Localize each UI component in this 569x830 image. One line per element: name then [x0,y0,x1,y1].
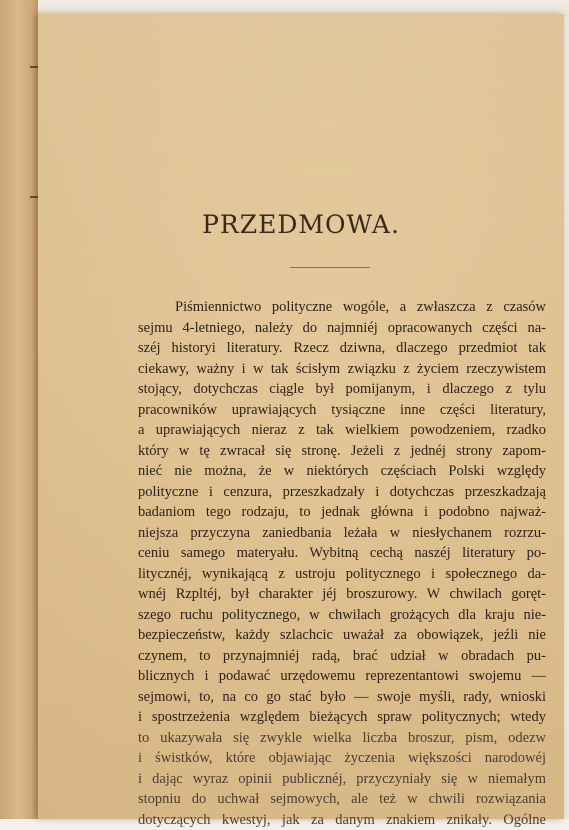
text-line: polityczne i cenzura, przeszkadzały i dotychczas przeszkadzają [138,482,546,503]
text-line: niejsza przyczyna zaniedbania leżała w niesłychanem rozrzu- [138,523,546,544]
text-line: stojący, dotychczas ciągle był pomijanym, i dlaczego z tylu [138,379,546,400]
title-divider [290,267,370,268]
page-title: PRZEDMOWA. [38,210,564,239]
text-line: sejmowi, to, na co go stać było — swoje myśli, rady, wnioski [138,687,546,708]
text-line: stopniu do uchwał sejmowych, ale też w chwili rozwiązania [138,789,546,810]
text-line: bezpieczeństw, każdy szlachcic uważał za obowiązek, jeźli nie [138,625,546,646]
text-line: ciekawy, ważny i w tak ścisłym związku z życiem rzeczywistem [138,359,546,380]
text-line: czynem, to przynajmniéj radą, brać udział w obradach pu- [138,646,546,667]
text-line: który w tę zwracał się stronę. Jeżeli z jednéj strony zapom- [138,441,546,462]
text-line: nieć nie można, że w niektórych częściach Polski względy [138,461,546,482]
text-line: pracowników uprawiających tysiączne inne części literatury, [138,400,546,421]
text-line: badaniom tego rodzaju, to jednak główna i podobno najważ- [138,502,546,523]
text-line: blicznych i podawać urzędowemu reprezentantowi swojemu — [138,666,546,687]
text-line: i świstków, które objawiając życzenia większości narodowéj [138,748,546,769]
text-line: Piśmiennictwo polityczne wogóle, a zwłaszcza z czasów [138,297,546,318]
text-line: szego ruchu politycznego, w chwilach grożących dla kraju nie- [138,605,546,626]
text-line: litycznéj, wynikającą z ustroju politycznego i społecznego da- [138,564,546,585]
text-line: i dając wyraz opinii publicznéj, przyczyniały się w niemałym [138,769,546,790]
text-line: ceniu samego materyału. Wybitną cechą naszéj literatury po- [138,543,546,564]
binding-strip [0,0,40,819]
text-line: i spostrzeżenia względem bieżących spraw politycznych; wtedy [138,707,546,728]
text-line: széj historyi literatury. Rzecz dziwna, dlaczego przedmiot tak [138,338,546,359]
text-line: to ukazywała się zwykle wielka liczba broszur, pism, odezw [138,728,546,749]
book-page [38,14,564,819]
text-line: wnéj Rzpltéj, był charakter jéj broszurowy. W chwilach goręt- [138,584,546,605]
body-text [138,297,546,830]
text-line: dotyczących kwestyj, jak za danym znakiem znikały. Ogólne [138,810,546,830]
text-line: a uprawiających nieraz z tak wielkiem powodzeniem, rzadko [138,420,546,441]
text-line: sejmu 4-letniego, należy do najmniéj opracowanych części na- [138,318,546,339]
